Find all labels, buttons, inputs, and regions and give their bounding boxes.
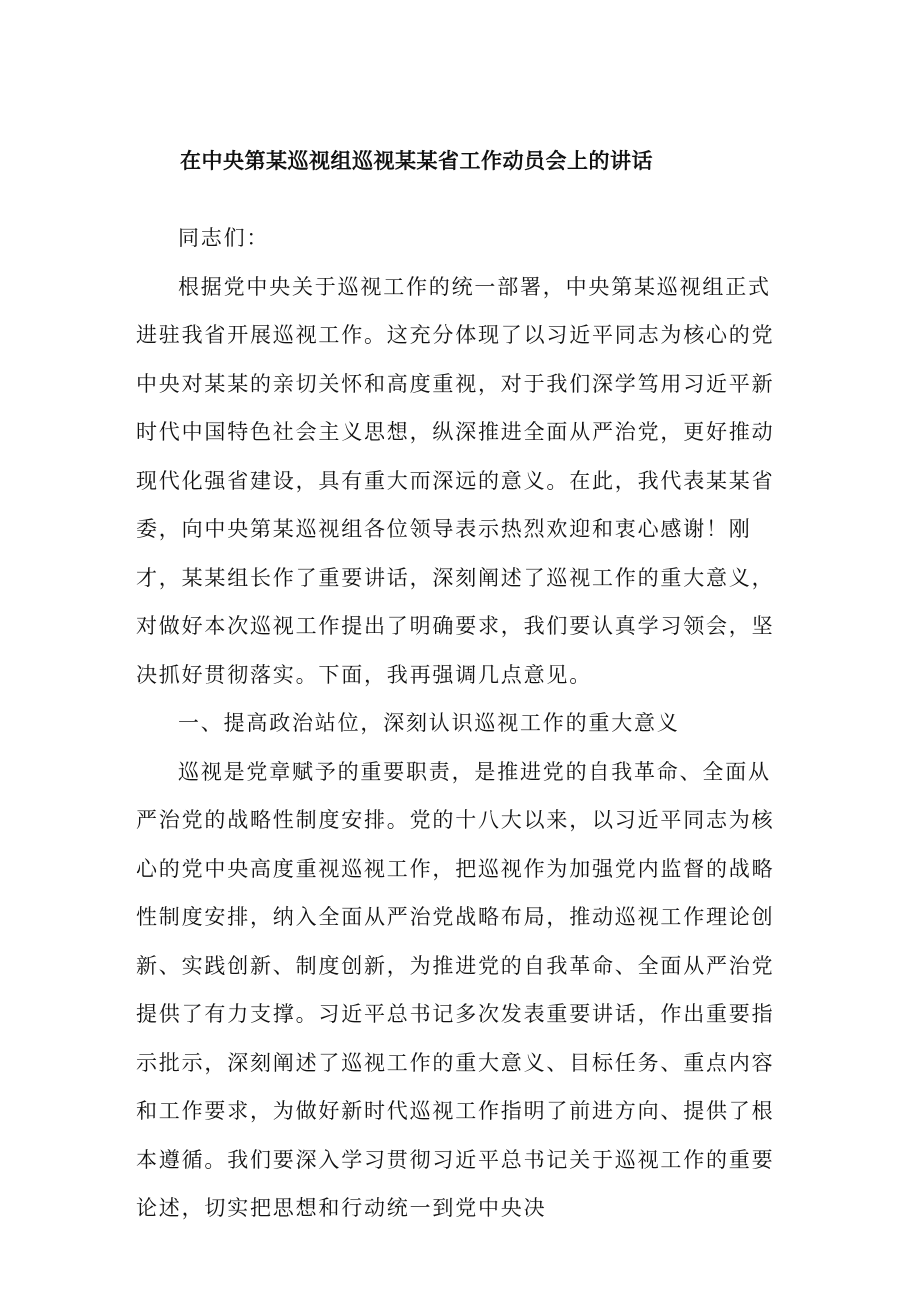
salutation: 同志们： xyxy=(178,226,270,250)
section-paragraph: 巡视是党章赋予的重要职责，是推进党的自我革命、全面从严治党的战略性制度安排。党的十八大以来，以习近平同志为核心的党中央高度重视巡视工作，把巡视作为加强党内监督的战略性制度安排，纳入全面从严治党战略布局，推动巡视工作理论创新、实践创新、制度创新，为推进党的自我革命、全面从严治党提供了有力支撑。习近平总书记多次发表重要讲话，作出重要指示批示，深刻阐述了巡视工作的重大意义、目标任务、重点内容和工作要求，为做好新时代巡视工作指明了前进方向、提供了根本遵循。我们要深入学习贯彻习近平总书记关于巡视工作的重要论述，切实把思想和行动统一到党中央决 xyxy=(136,759,775,1220)
intro-paragraph: 根据党中央关于巡视工作的统一部署，中央第某巡视组正式进驻我省开展巡视工作。这充分体现了以习近平同志为核心的党中央对某某的亲切关怀和高度重视，对于我们深学笃用习近平新时代中国特色社会主义思想，纵深推进全面从严治党，更好推动现代化强省建设，具有重大而深远的意义。在此，我代表某某省委，向中央第某巡视组各位领导表示热烈欢迎和衷心感谢！刚才，某某组长作了重要讲话，深刻阐述了巡视工作的重大意义，对做好本次巡视工作提出了明确要求，我们要认真学习领会，坚决抓好贯彻落实。下面，我再强调几点意见。 xyxy=(136,274,775,687)
document-title: 在中央第某巡视组巡视某某省工作动员会上的讲话 xyxy=(180,148,653,173)
section-heading: 一、提高政治站位，深刻认识巡视工作的重大意义 xyxy=(178,711,680,735)
document-body xyxy=(136,214,790,1233)
